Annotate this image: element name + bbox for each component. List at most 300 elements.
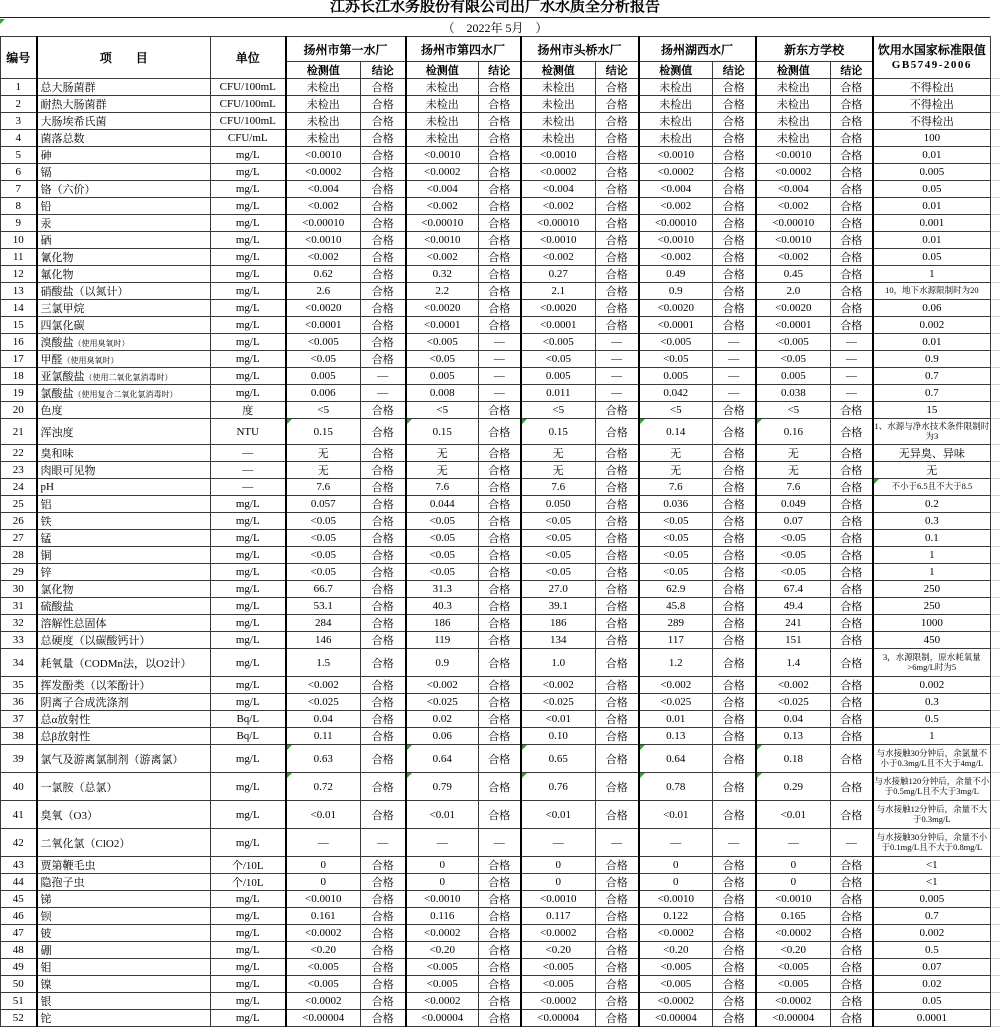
col-header-unit[interactable]: 单位 bbox=[211, 37, 286, 79]
value-cell-p5[interactable]: 1.4 bbox=[756, 649, 831, 677]
conclusion-cell-p2[interactable]: 合格 bbox=[479, 649, 521, 677]
standard-limit-cell[interactable]: <1 bbox=[873, 857, 991, 874]
value-cell-p1[interactable]: <0.05 bbox=[286, 351, 361, 368]
value-cell-p3[interactable]: <0.005 bbox=[521, 334, 596, 351]
value-cell-p1[interactable]: <0.004 bbox=[286, 181, 361, 198]
conclusion-cell-p2[interactable]: 合格 bbox=[479, 615, 521, 632]
value-cell-p4[interactable]: <0.00004 bbox=[639, 1010, 713, 1027]
conclusion-cell-p3[interactable]: — bbox=[596, 351, 639, 368]
unit-cell[interactable]: mg/L bbox=[211, 147, 286, 164]
value-cell-p2[interactable]: <0.005 bbox=[406, 976, 479, 993]
conclusion-cell-p1[interactable]: 合格 bbox=[361, 745, 406, 773]
value-cell-p3[interactable]: <0.0020 bbox=[521, 300, 596, 317]
value-cell-p4[interactable]: 0.13 bbox=[639, 728, 713, 745]
item-name-cell[interactable] bbox=[37, 925, 211, 942]
row-number-cell[interactable]: 49 bbox=[1, 959, 37, 976]
unit-cell[interactable]: mg/L bbox=[211, 976, 286, 993]
conclusion-cell-p2[interactable]: 合格 bbox=[479, 317, 521, 334]
value-cell-p1[interactable]: 无 bbox=[286, 462, 361, 479]
row-number-cell[interactable]: 32 bbox=[1, 615, 37, 632]
value-cell-p1[interactable]: <0.05 bbox=[286, 547, 361, 564]
conclusion-cell-p1[interactable]: 合格 bbox=[361, 581, 406, 598]
value-cell-p5[interactable]: <0.05 bbox=[756, 564, 831, 581]
item-name-cell[interactable] bbox=[37, 745, 211, 773]
conclusion-cell-p5[interactable]: 合格 bbox=[831, 694, 873, 711]
conclusion-cell-p3[interactable]: 合格 bbox=[596, 147, 639, 164]
value-cell-p1[interactable]: 0.006 bbox=[286, 385, 361, 402]
value-cell-p1[interactable]: <0.0002 bbox=[286, 925, 361, 942]
conclusion-cell-p5[interactable]: 合格 bbox=[831, 1010, 873, 1027]
conclusion-cell-p1[interactable]: 合格 bbox=[361, 198, 406, 215]
item-name-cell[interactable] bbox=[37, 874, 211, 891]
value-cell-p4[interactable]: <0.05 bbox=[639, 351, 713, 368]
col-header-no[interactable]: 编号 bbox=[1, 37, 37, 79]
value-cell-p2[interactable]: 0.005 bbox=[406, 368, 479, 385]
conclusion-cell-p1[interactable]: 合格 bbox=[361, 801, 406, 829]
value-cell-p1[interactable]: 0.63 bbox=[286, 745, 361, 773]
item-name-cell[interactable] bbox=[37, 857, 211, 874]
conclusion-cell-p5[interactable]: — bbox=[831, 829, 873, 857]
value-cell-p1[interactable]: 284 bbox=[286, 615, 361, 632]
conclusion-cell-p5[interactable]: — bbox=[831, 385, 873, 402]
value-cell-p4[interactable]: 0.036 bbox=[639, 496, 713, 513]
value-cell-p5[interactable]: <0.01 bbox=[756, 801, 831, 829]
value-cell-p5[interactable]: 241 bbox=[756, 615, 831, 632]
conclusion-cell-p2[interactable]: 合格 bbox=[479, 462, 521, 479]
conclusion-cell-p3[interactable]: 合格 bbox=[596, 283, 639, 300]
value-cell-p2[interactable]: <0.05 bbox=[406, 513, 479, 530]
conclusion-cell-p4[interactable]: — bbox=[713, 829, 756, 857]
conclusion-cell-p4[interactable]: — bbox=[713, 334, 756, 351]
value-cell-p2[interactable]: 40.3 bbox=[406, 598, 479, 615]
conclusion-cell-p5[interactable]: 合格 bbox=[831, 857, 873, 874]
conclusion-cell-p2[interactable]: 合格 bbox=[479, 711, 521, 728]
row-number-cell[interactable]: 52 bbox=[1, 1010, 37, 1027]
col-header-item[interactable]: 项 目 bbox=[37, 37, 211, 79]
unit-cell[interactable]: — bbox=[211, 462, 286, 479]
item-name-cell[interactable] bbox=[37, 113, 211, 130]
conclusion-cell-p2[interactable]: 合格 bbox=[479, 891, 521, 908]
value-cell-p3[interactable]: 未检出 bbox=[521, 96, 596, 113]
conclusion-cell-p2[interactable]: 合格 bbox=[479, 745, 521, 773]
row-number-cell[interactable]: 11 bbox=[1, 249, 37, 266]
item-name-cell[interactable] bbox=[37, 530, 211, 547]
unit-cell[interactable]: mg/L bbox=[211, 773, 286, 801]
value-cell-p1[interactable]: <0.0010 bbox=[286, 147, 361, 164]
standard-limit-cell[interactable]: 0.001 bbox=[873, 215, 991, 232]
conclusion-cell-p4[interactable]: 合格 bbox=[713, 581, 756, 598]
conclusion-cell-p2[interactable]: 合格 bbox=[479, 874, 521, 891]
value-cell-p5[interactable]: <0.00010 bbox=[756, 215, 831, 232]
conclusion-cell-p3[interactable]: 合格 bbox=[596, 479, 639, 496]
value-cell-p2[interactable]: <0.002 bbox=[406, 198, 479, 215]
item-name-cell[interactable] bbox=[37, 547, 211, 564]
value-cell-p3[interactable]: 无 bbox=[521, 445, 596, 462]
conclusion-cell-p4[interactable]: 合格 bbox=[713, 113, 756, 130]
value-cell-p2[interactable]: <0.002 bbox=[406, 249, 479, 266]
unit-cell[interactable]: mg/L bbox=[211, 232, 286, 249]
value-cell-p3[interactable]: 0.050 bbox=[521, 496, 596, 513]
conclusion-cell-p2[interactable]: 合格 bbox=[479, 402, 521, 419]
conclusion-cell-p1[interactable]: 合格 bbox=[361, 351, 406, 368]
value-cell-p4[interactable]: <0.0002 bbox=[639, 164, 713, 181]
value-cell-p3[interactable]: 0.011 bbox=[521, 385, 596, 402]
conclusion-cell-p4[interactable]: 合格 bbox=[713, 801, 756, 829]
standard-limit-cell[interactable]: 不得检出 bbox=[873, 113, 991, 130]
conclusion-cell-p2[interactable]: 合格 bbox=[479, 857, 521, 874]
item-name-cell[interactable] bbox=[37, 385, 211, 402]
conclusion-cell-p4[interactable]: 合格 bbox=[713, 993, 756, 1010]
standard-limit-cell[interactable]: 0.3 bbox=[873, 513, 991, 530]
conclusion-cell-p1[interactable]: 合格 bbox=[361, 445, 406, 462]
conclusion-cell-p4[interactable]: 合格 bbox=[713, 632, 756, 649]
value-cell-p4[interactable]: 0 bbox=[639, 874, 713, 891]
conclusion-cell-p2[interactable]: — bbox=[479, 385, 521, 402]
conclusion-cell-p4[interactable]: 合格 bbox=[713, 266, 756, 283]
value-cell-p1[interactable]: <0.0001 bbox=[286, 317, 361, 334]
unit-cell[interactable]: mg/L bbox=[211, 334, 286, 351]
value-cell-p2[interactable]: 119 bbox=[406, 632, 479, 649]
unit-cell[interactable]: mg/L bbox=[211, 615, 286, 632]
conclusion-cell-p3[interactable]: 合格 bbox=[596, 976, 639, 993]
standard-limit-cell[interactable]: 250 bbox=[873, 581, 991, 598]
conclusion-cell-p1[interactable]: 合格 bbox=[361, 232, 406, 249]
conclusion-cell-p5[interactable]: 合格 bbox=[831, 908, 873, 925]
unit-cell[interactable]: 个/10L bbox=[211, 874, 286, 891]
unit-cell[interactable]: mg/L bbox=[211, 198, 286, 215]
row-number-cell[interactable]: 47 bbox=[1, 925, 37, 942]
value-cell-p5[interactable]: <0.05 bbox=[756, 530, 831, 547]
item-name-cell[interactable] bbox=[37, 711, 211, 728]
value-cell-p4[interactable]: 未检出 bbox=[639, 130, 713, 147]
value-cell-p5[interactable]: <0.002 bbox=[756, 249, 831, 266]
conclusion-cell-p3[interactable]: 合格 bbox=[596, 249, 639, 266]
item-name-cell[interactable] bbox=[37, 232, 211, 249]
conclusion-cell-p5[interactable]: 合格 bbox=[831, 164, 873, 181]
conclusion-cell-p5[interactable]: 合格 bbox=[831, 419, 873, 445]
conclusion-cell-p1[interactable]: 合格 bbox=[361, 598, 406, 615]
standard-limit-cell[interactable]: 0.02 bbox=[873, 976, 991, 993]
value-cell-p5[interactable]: <0.025 bbox=[756, 694, 831, 711]
value-cell-p4[interactable]: — bbox=[639, 829, 713, 857]
item-name-cell[interactable] bbox=[37, 462, 211, 479]
conclusion-cell-p2[interactable]: 合格 bbox=[479, 232, 521, 249]
value-cell-p3[interactable]: <0.0002 bbox=[521, 993, 596, 1010]
conclusion-cell-p1[interactable]: 合格 bbox=[361, 215, 406, 232]
standard-limit-cell[interactable]: 不得检出 bbox=[873, 96, 991, 113]
conclusion-cell-p2[interactable]: 合格 bbox=[479, 300, 521, 317]
row-number-cell[interactable]: 41 bbox=[1, 801, 37, 829]
value-cell-p2[interactable]: <0.0001 bbox=[406, 317, 479, 334]
conclusion-cell-p1[interactable]: 合格 bbox=[361, 728, 406, 745]
conclusion-cell-p4[interactable]: 合格 bbox=[713, 317, 756, 334]
standard-limit-cell[interactable]: 0.5 bbox=[873, 942, 991, 959]
value-cell-p2[interactable]: <0.01 bbox=[406, 801, 479, 829]
unit-cell[interactable]: mg/L bbox=[211, 581, 286, 598]
value-cell-p4[interactable]: <0.0002 bbox=[639, 925, 713, 942]
conclusion-cell-p5[interactable]: 合格 bbox=[831, 130, 873, 147]
conclusion-cell-p4[interactable]: 合格 bbox=[713, 891, 756, 908]
standard-limit-cell[interactable]: 与水接触12分钟后，余量不大于0.3mg/L bbox=[873, 801, 991, 829]
value-cell-p5[interactable]: <0.005 bbox=[756, 976, 831, 993]
row-number-cell[interactable]: 25 bbox=[1, 496, 37, 513]
value-cell-p5[interactable]: 7.6 bbox=[756, 479, 831, 496]
conclusion-cell-p3[interactable]: 合格 bbox=[596, 181, 639, 198]
value-cell-p5[interactable]: 0.18 bbox=[756, 745, 831, 773]
value-cell-p1[interactable]: <0.05 bbox=[286, 530, 361, 547]
value-cell-p3[interactable]: 未检出 bbox=[521, 130, 596, 147]
conclusion-cell-p1[interactable]: 合格 bbox=[361, 711, 406, 728]
item-name-cell[interactable] bbox=[37, 130, 211, 147]
standard-limit-cell[interactable]: 无 bbox=[873, 462, 991, 479]
conclusion-cell-p1[interactable]: 合格 bbox=[361, 530, 406, 547]
conclusion-cell-p4[interactable]: 合格 bbox=[713, 745, 756, 773]
conclusion-cell-p4[interactable]: 合格 bbox=[713, 496, 756, 513]
value-cell-p1[interactable]: 0.15 bbox=[286, 419, 361, 445]
conclusion-cell-p5[interactable]: 合格 bbox=[831, 530, 873, 547]
value-cell-p3[interactable]: <0.002 bbox=[521, 249, 596, 266]
value-cell-p5[interactable]: <0.005 bbox=[756, 334, 831, 351]
row-number-cell[interactable]: 17 bbox=[1, 351, 37, 368]
conclusion-cell-p5[interactable]: 合格 bbox=[831, 773, 873, 801]
value-cell-p1[interactable]: <0.0002 bbox=[286, 164, 361, 181]
unit-cell[interactable]: — bbox=[211, 445, 286, 462]
value-cell-p1[interactable]: 0.62 bbox=[286, 266, 361, 283]
value-cell-p5[interactable]: <0.004 bbox=[756, 181, 831, 198]
conclusion-cell-p1[interactable]: 合格 bbox=[361, 249, 406, 266]
value-cell-p5[interactable]: <0.002 bbox=[756, 198, 831, 215]
item-name-cell[interactable] bbox=[37, 581, 211, 598]
conclusion-cell-p4[interactable]: — bbox=[713, 351, 756, 368]
value-cell-p1[interactable]: 0.005 bbox=[286, 368, 361, 385]
conclusion-cell-p1[interactable]: 合格 bbox=[361, 1010, 406, 1027]
value-cell-p5[interactable]: 0.04 bbox=[756, 711, 831, 728]
conclusion-cell-p1[interactable]: 合格 bbox=[361, 942, 406, 959]
unit-cell[interactable]: 个/10L bbox=[211, 857, 286, 874]
value-cell-p3[interactable]: <0.00004 bbox=[521, 1010, 596, 1027]
conclusion-cell-p5[interactable]: 合格 bbox=[831, 615, 873, 632]
conclusion-cell-p5[interactable]: 合格 bbox=[831, 462, 873, 479]
conclusion-cell-p4[interactable]: 合格 bbox=[713, 283, 756, 300]
row-number-cell[interactable]: 34 bbox=[1, 649, 37, 677]
conclusion-cell-p3[interactable]: 合格 bbox=[596, 266, 639, 283]
row-number-cell[interactable]: 50 bbox=[1, 976, 37, 993]
value-cell-p1[interactable]: <0.005 bbox=[286, 959, 361, 976]
conclusion-cell-p2[interactable]: 合格 bbox=[479, 581, 521, 598]
conclusion-cell-p4[interactable]: 合格 bbox=[713, 942, 756, 959]
row-number-cell[interactable]: 40 bbox=[1, 773, 37, 801]
col-header-plant-2[interactable]: 扬州市第四水厂 bbox=[406, 37, 521, 62]
value-cell-p3[interactable]: <0.0010 bbox=[521, 891, 596, 908]
conclusion-cell-p1[interactable]: 合格 bbox=[361, 677, 406, 694]
value-cell-p2[interactable]: <0.004 bbox=[406, 181, 479, 198]
subcol-conclusion-p5[interactable]: 结论 bbox=[831, 62, 873, 79]
standard-limit-cell[interactable]: 0.7 bbox=[873, 908, 991, 925]
value-cell-p4[interactable]: 0.01 bbox=[639, 711, 713, 728]
value-cell-p1[interactable]: <0.025 bbox=[286, 694, 361, 711]
value-cell-p4[interactable]: 未检出 bbox=[639, 113, 713, 130]
value-cell-p3[interactable]: 0.65 bbox=[521, 745, 596, 773]
conclusion-cell-p3[interactable]: 合格 bbox=[596, 1010, 639, 1027]
conclusion-cell-p4[interactable]: 合格 bbox=[713, 232, 756, 249]
value-cell-p4[interactable]: 0.64 bbox=[639, 745, 713, 773]
unit-cell[interactable]: mg/L bbox=[211, 266, 286, 283]
row-number-cell[interactable]: 5 bbox=[1, 147, 37, 164]
value-cell-p1[interactable]: <0.005 bbox=[286, 334, 361, 351]
conclusion-cell-p5[interactable]: 合格 bbox=[831, 874, 873, 891]
item-name-cell[interactable] bbox=[37, 1010, 211, 1027]
conclusion-cell-p1[interactable]: 合格 bbox=[361, 976, 406, 993]
conclusion-cell-p2[interactable]: 合格 bbox=[479, 547, 521, 564]
value-cell-p4[interactable]: 0.14 bbox=[639, 419, 713, 445]
subcol-value-p2[interactable]: 检测值 bbox=[406, 62, 479, 79]
conclusion-cell-p2[interactable]: 合格 bbox=[479, 130, 521, 147]
value-cell-p5[interactable]: 0 bbox=[756, 857, 831, 874]
row-number-cell[interactable]: 13 bbox=[1, 283, 37, 300]
item-name-cell[interactable] bbox=[37, 266, 211, 283]
conclusion-cell-p1[interactable]: 合格 bbox=[361, 993, 406, 1010]
value-cell-p4[interactable]: 无 bbox=[639, 462, 713, 479]
standard-limit-cell[interactable]: 0.05 bbox=[873, 993, 991, 1010]
conclusion-cell-p5[interactable]: 合格 bbox=[831, 925, 873, 942]
unit-cell[interactable]: mg/L bbox=[211, 1010, 286, 1027]
conclusion-cell-p2[interactable]: 合格 bbox=[479, 908, 521, 925]
value-cell-p4[interactable]: <0.05 bbox=[639, 513, 713, 530]
value-cell-p5[interactable]: 0.16 bbox=[756, 419, 831, 445]
value-cell-p4[interactable]: <0.0001 bbox=[639, 317, 713, 334]
conclusion-cell-p3[interactable]: 合格 bbox=[596, 598, 639, 615]
row-number-cell[interactable]: 42 bbox=[1, 829, 37, 857]
conclusion-cell-p3[interactable]: 合格 bbox=[596, 164, 639, 181]
conclusion-cell-p4[interactable]: 合格 bbox=[713, 198, 756, 215]
row-number-cell[interactable]: 51 bbox=[1, 993, 37, 1010]
subcol-conclusion-p3[interactable]: 结论 bbox=[596, 62, 639, 79]
row-number-cell[interactable]: 39 bbox=[1, 745, 37, 773]
item-name-cell[interactable] bbox=[37, 976, 211, 993]
conclusion-cell-p2[interactable]: 合格 bbox=[479, 513, 521, 530]
item-name-cell[interactable] bbox=[37, 632, 211, 649]
row-number-cell[interactable]: 46 bbox=[1, 908, 37, 925]
row-number-cell[interactable]: 28 bbox=[1, 547, 37, 564]
value-cell-p4[interactable]: <0.002 bbox=[639, 249, 713, 266]
conclusion-cell-p3[interactable]: 合格 bbox=[596, 419, 639, 445]
conclusion-cell-p2[interactable]: 合格 bbox=[479, 198, 521, 215]
value-cell-p2[interactable]: 未检出 bbox=[406, 130, 479, 147]
value-cell-p4[interactable]: <0.01 bbox=[639, 801, 713, 829]
value-cell-p2[interactable]: 186 bbox=[406, 615, 479, 632]
item-name-cell[interactable] bbox=[37, 445, 211, 462]
conclusion-cell-p3[interactable]: 合格 bbox=[596, 79, 639, 96]
row-number-cell[interactable]: 27 bbox=[1, 530, 37, 547]
conclusion-cell-p1[interactable]: 合格 bbox=[361, 164, 406, 181]
value-cell-p4[interactable]: 0.042 bbox=[639, 385, 713, 402]
value-cell-p3[interactable]: 0.15 bbox=[521, 419, 596, 445]
value-cell-p3[interactable]: <0.05 bbox=[521, 351, 596, 368]
value-cell-p2[interactable]: 未检出 bbox=[406, 79, 479, 96]
subcol-value-p3[interactable]: 检测值 bbox=[521, 62, 596, 79]
unit-cell[interactable]: CFU/100mL bbox=[211, 79, 286, 96]
row-number-cell[interactable]: 9 bbox=[1, 215, 37, 232]
value-cell-p3[interactable]: 186 bbox=[521, 615, 596, 632]
conclusion-cell-p2[interactable]: 合格 bbox=[479, 419, 521, 445]
value-cell-p5[interactable]: <0.00004 bbox=[756, 1010, 831, 1027]
conclusion-cell-p3[interactable]: 合格 bbox=[596, 564, 639, 581]
conclusion-cell-p4[interactable]: — bbox=[713, 385, 756, 402]
conclusion-cell-p5[interactable]: 合格 bbox=[831, 79, 873, 96]
value-cell-p2[interactable]: <0.002 bbox=[406, 677, 479, 694]
item-name-cell[interactable] bbox=[37, 300, 211, 317]
conclusion-cell-p1[interactable]: 合格 bbox=[361, 547, 406, 564]
value-cell-p3[interactable]: 39.1 bbox=[521, 598, 596, 615]
value-cell-p5[interactable]: <0.0010 bbox=[756, 232, 831, 249]
row-number-cell[interactable]: 7 bbox=[1, 181, 37, 198]
conclusion-cell-p1[interactable]: — bbox=[361, 368, 406, 385]
value-cell-p1[interactable]: 0 bbox=[286, 874, 361, 891]
value-cell-p3[interactable]: 0 bbox=[521, 874, 596, 891]
standard-limit-cell[interactable]: 0.2 bbox=[873, 496, 991, 513]
item-name-cell[interactable] bbox=[37, 334, 211, 351]
conclusion-cell-p2[interactable]: 合格 bbox=[479, 113, 521, 130]
value-cell-p5[interactable]: <5 bbox=[756, 402, 831, 419]
row-number-cell[interactable]: 19 bbox=[1, 385, 37, 402]
value-cell-p2[interactable]: 未检出 bbox=[406, 113, 479, 130]
conclusion-cell-p2[interactable]: 合格 bbox=[479, 445, 521, 462]
conclusion-cell-p3[interactable]: 合格 bbox=[596, 857, 639, 874]
value-cell-p2[interactable]: 0.116 bbox=[406, 908, 479, 925]
conclusion-cell-p2[interactable]: — bbox=[479, 829, 521, 857]
conclusion-cell-p3[interactable]: 合格 bbox=[596, 402, 639, 419]
conclusion-cell-p4[interactable]: 合格 bbox=[713, 874, 756, 891]
value-cell-p4[interactable]: <0.0010 bbox=[639, 232, 713, 249]
conclusion-cell-p4[interactable]: 合格 bbox=[713, 445, 756, 462]
value-cell-p2[interactable]: <0.0002 bbox=[406, 925, 479, 942]
standard-limit-cell[interactable]: 3，水源限制，原水耗氧量>6mg/L时为5 bbox=[873, 649, 991, 677]
value-cell-p4[interactable]: 0.122 bbox=[639, 908, 713, 925]
conclusion-cell-p4[interactable]: 合格 bbox=[713, 147, 756, 164]
value-cell-p3[interactable]: — bbox=[521, 829, 596, 857]
value-cell-p4[interactable]: <0.05 bbox=[639, 530, 713, 547]
unit-cell[interactable]: mg/L bbox=[211, 283, 286, 300]
standard-limit-cell[interactable]: 不得检出 bbox=[873, 79, 991, 96]
row-number-cell[interactable]: 21 bbox=[1, 419, 37, 445]
conclusion-cell-p5[interactable]: 合格 bbox=[831, 677, 873, 694]
value-cell-p1[interactable]: 53.1 bbox=[286, 598, 361, 615]
conclusion-cell-p3[interactable]: 合格 bbox=[596, 547, 639, 564]
conclusion-cell-p5[interactable]: 合格 bbox=[831, 564, 873, 581]
value-cell-p1[interactable]: <0.20 bbox=[286, 942, 361, 959]
conclusion-cell-p4[interactable]: 合格 bbox=[713, 249, 756, 266]
value-cell-p5[interactable]: <0.0020 bbox=[756, 300, 831, 317]
conclusion-cell-p2[interactable]: 合格 bbox=[479, 266, 521, 283]
value-cell-p2[interactable]: <0.05 bbox=[406, 530, 479, 547]
value-cell-p4[interactable]: 289 bbox=[639, 615, 713, 632]
value-cell-p4[interactable]: <0.004 bbox=[639, 181, 713, 198]
standard-limit-cell[interactable]: 0.002 bbox=[873, 677, 991, 694]
value-cell-p2[interactable]: <0.0010 bbox=[406, 147, 479, 164]
conclusion-cell-p4[interactable]: 合格 bbox=[713, 181, 756, 198]
conclusion-cell-p1[interactable]: 合格 bbox=[361, 857, 406, 874]
col-header-plant-5[interactable]: 新东方学校 bbox=[756, 37, 873, 62]
value-cell-p3[interactable]: <0.0001 bbox=[521, 317, 596, 334]
item-name-cell[interactable] bbox=[37, 496, 211, 513]
row-number-cell[interactable]: 30 bbox=[1, 581, 37, 598]
conclusion-cell-p3[interactable]: 合格 bbox=[596, 942, 639, 959]
item-name-cell[interactable] bbox=[37, 649, 211, 677]
value-cell-p5[interactable]: <0.0010 bbox=[756, 147, 831, 164]
conclusion-cell-p1[interactable]: 合格 bbox=[361, 181, 406, 198]
value-cell-p2[interactable]: 0.9 bbox=[406, 649, 479, 677]
conclusion-cell-p1[interactable]: 合格 bbox=[361, 300, 406, 317]
